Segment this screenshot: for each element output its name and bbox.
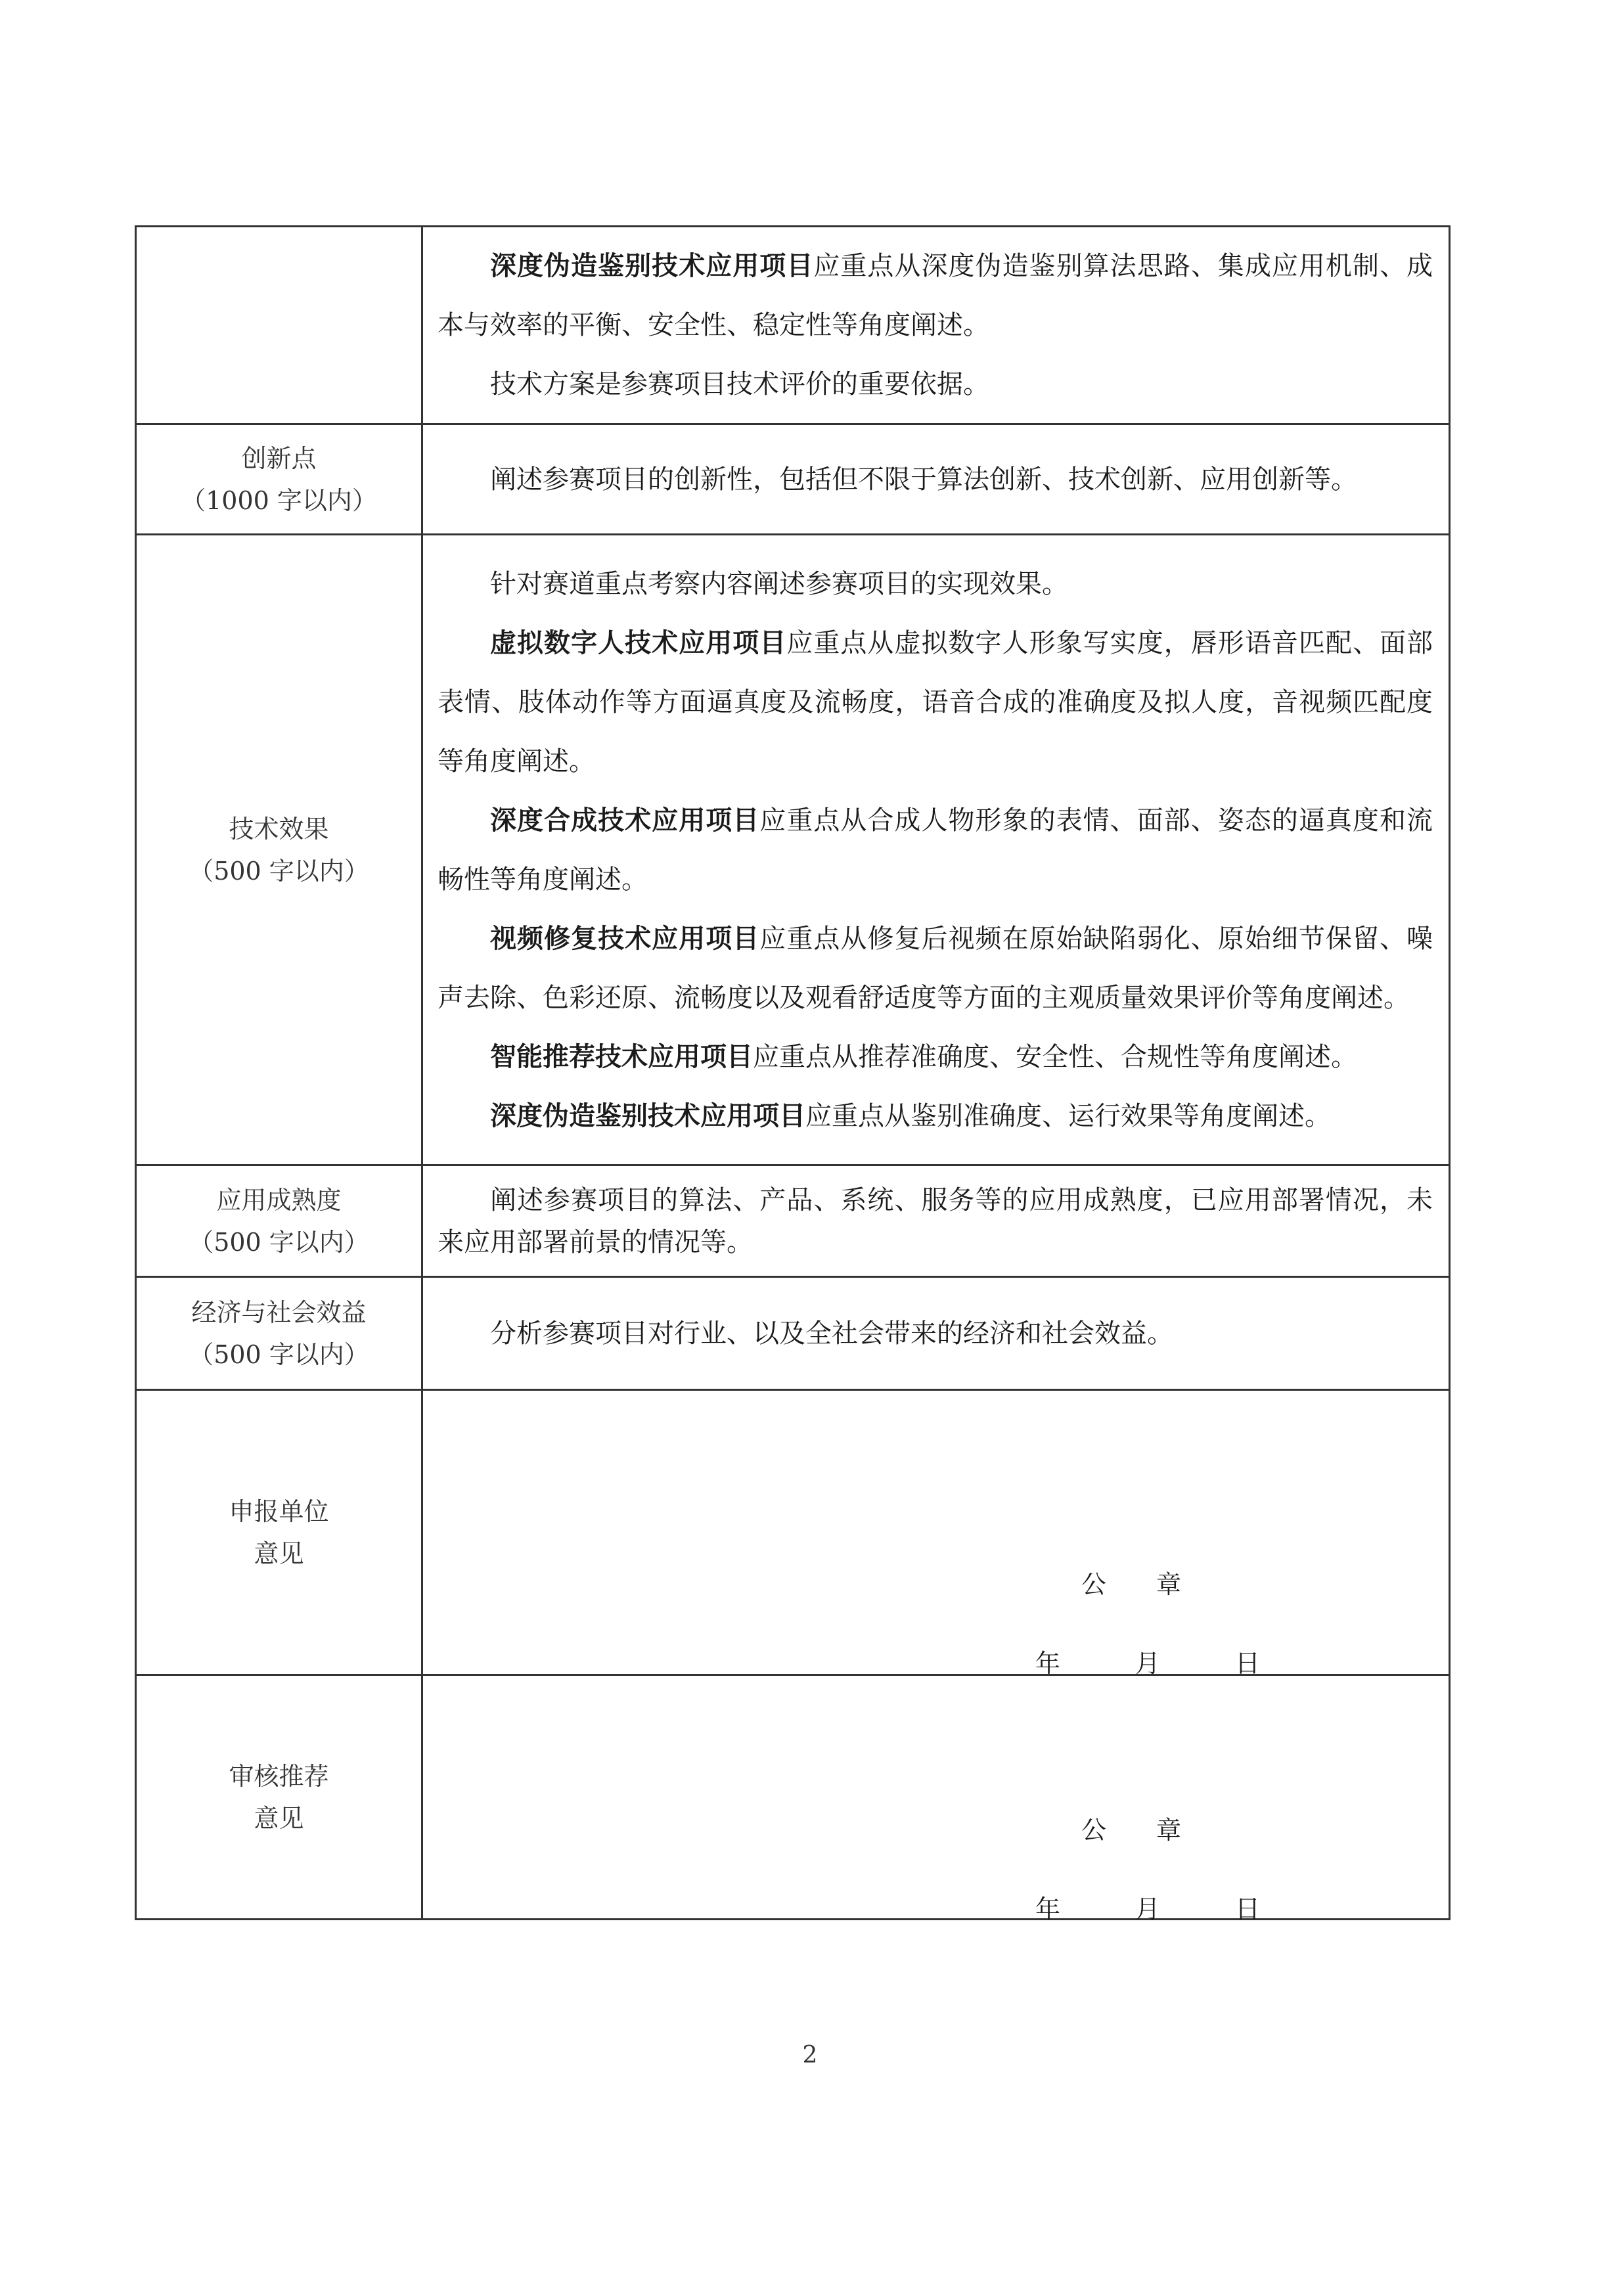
paragraph-text: 分析参赛项目对行业、以及全社会带来的经济和社会效益。 — [490, 1318, 1173, 1349]
label-cell-innovation — [136, 424, 422, 535]
label-cell-technical-effect — [136, 535, 422, 1165]
paragraph-text: 阐述参赛项目的创新性，包括但不限于算法创新、技术创新、应用创新等。 — [490, 464, 1357, 495]
table-row-innovation — [136, 424, 1450, 535]
table-row-applicant-opinion — [136, 1390, 1450, 1675]
paragraph — [438, 1304, 1433, 1363]
paragraph — [438, 236, 1433, 355]
signature-area-applicant — [422, 1390, 1450, 1678]
bold-lead: 视频修复技术应用项目 — [490, 922, 760, 954]
paragraph-text: 针对赛道重点考察内容阐述参赛项目的实现效果。 — [490, 568, 1068, 599]
row-label-line2: 意见 — [254, 1539, 304, 1568]
paragraph — [438, 355, 1433, 414]
page-number: 2 — [802, 2042, 818, 2069]
paragraph — [438, 614, 1433, 791]
label-cell-application-maturity — [136, 1165, 422, 1277]
row-word-limit: （1000 字以内） — [181, 485, 377, 515]
table-row-review-recommendation — [136, 1675, 1450, 1920]
label-cell-economic-social-benefit — [136, 1277, 422, 1390]
paragraph — [438, 1179, 1433, 1263]
row-label: 创新点 — [241, 443, 317, 473]
table-row-economic-social-benefit — [136, 1277, 1450, 1390]
row-label: 应用成熟度 — [216, 1185, 342, 1215]
table-row-application-maturity — [136, 1165, 1450, 1277]
paragraph-text: 应重点从推荐准确度、安全性、合规性等角度阐述。 — [753, 1041, 1357, 1072]
paragraph-text: 阐述参赛项目的算法、产品、系统、服务等的应用成熟度，已应用部署情况，未来应用部署前景的情况等。 — [438, 1184, 1433, 1257]
content-cell-economic-social-benefit — [422, 1277, 1450, 1390]
label-cell-review-recommendation — [136, 1675, 422, 1920]
paragraph — [438, 791, 1433, 909]
row-label: 审核推荐 — [229, 1761, 329, 1791]
row-word-limit: （500 字以内） — [189, 1339, 369, 1369]
paragraph-text: 应重点从虚拟数字人形象写实度，唇形语音匹配、面部表情、肢体动作等方面逼真度及流畅度，语音合成的准确度及拟人度，音视频匹配度等角度阐述。 — [438, 627, 1433, 777]
table-row-technical-effect — [136, 535, 1450, 1165]
paragraph-text: 应重点从修复后视频在原始缺陷弱化、原始细节保留、噪声去除、色彩还原、流畅度以及观看舒适度等方面的主观质量效果评价等角度阐述。 — [438, 923, 1433, 1013]
content-cell-application-maturity — [422, 1165, 1450, 1277]
label-cell-applicant-opinion — [136, 1390, 422, 1675]
paragraph-text: 应重点从合成人物形象的表情、面部、姿态的逼真度和流畅性等角度阐述。 — [438, 805, 1433, 895]
row-word-limit: （500 字以内） — [189, 856, 369, 886]
paragraph-text: 应重点从深度伪造鉴别算法思路、集成应用机制、成本与效率的平衡、安全性、稳定性等角度阐述。 — [438, 251, 1433, 340]
paragraph — [438, 1087, 1433, 1146]
table-row-technical-plan-continued — [136, 227, 1450, 424]
paragraph — [438, 1027, 1433, 1087]
row-word-limit: （500 字以内） — [189, 1227, 369, 1257]
bold-lead: 深度合成技术应用项目 — [490, 804, 760, 836]
official-seal-label: 公 章 — [1081, 1816, 1182, 1845]
official-seal-label: 公 章 — [1081, 1570, 1182, 1599]
row-label: 技术效果 — [229, 814, 329, 844]
bold-lead: 深度伪造鉴别技术应用项目 — [490, 250, 814, 281]
paragraph — [438, 450, 1433, 509]
bold-lead: 智能推荐技术应用项目 — [490, 1041, 753, 1072]
paragraph-text: 应重点从鉴别准确度、运行效果等角度阐述。 — [805, 1100, 1331, 1131]
row-label-line2: 意见 — [254, 1803, 304, 1833]
paragraph-text: 技术方案是参赛项目技术评价的重要依据。 — [490, 369, 989, 399]
paragraph — [438, 909, 1433, 1027]
content-cell-technical-effect — [422, 535, 1450, 1165]
bold-lead: 虚拟数字人技术应用项目 — [490, 627, 787, 658]
signature-area-reviewer — [422, 1675, 1450, 1924]
paragraph — [438, 554, 1433, 614]
application-form-table — [135, 225, 1451, 1924]
row-label: 经济与社会效益 — [191, 1297, 367, 1327]
bold-lead: 深度伪造鉴别技术应用项目 — [490, 1100, 805, 1131]
content-cell-technical-plan — [422, 227, 1450, 424]
content-cell-innovation — [422, 424, 1450, 535]
date-line: 年 月 日 — [1035, 1895, 1261, 1924]
row-label: 申报单位 — [229, 1497, 329, 1526]
label-cell-empty — [136, 227, 422, 424]
date-line: 年 月 日 — [1035, 1649, 1261, 1678]
